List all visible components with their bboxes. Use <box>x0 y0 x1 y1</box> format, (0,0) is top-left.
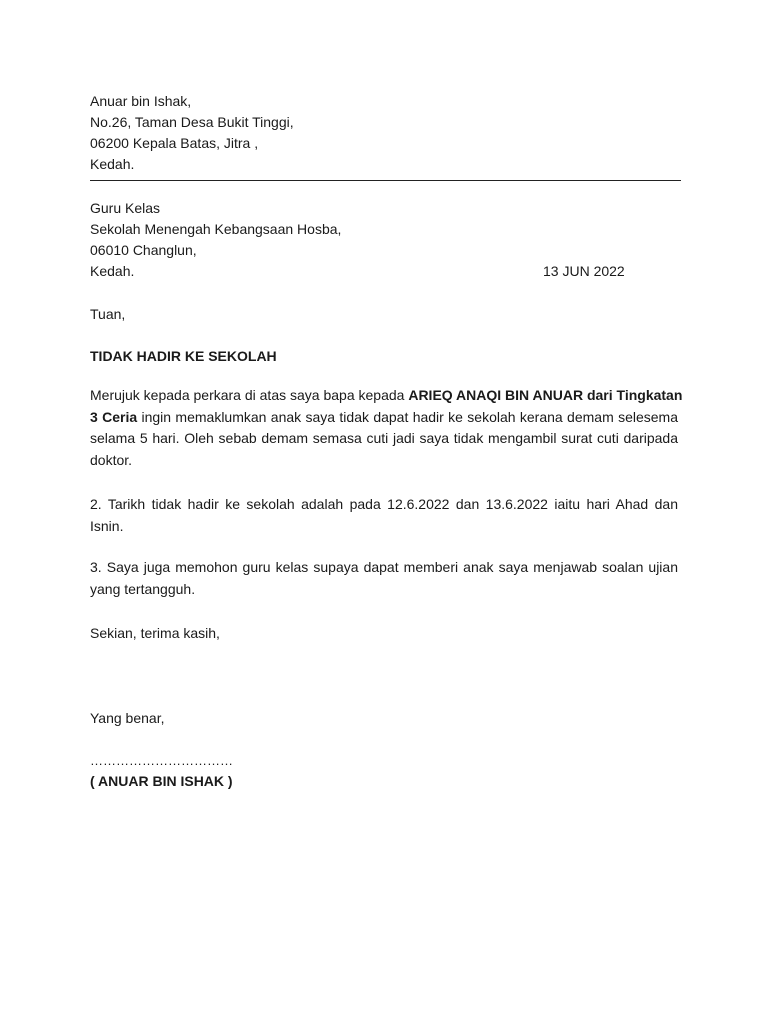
paragraph-2-line-2: Isnin. <box>90 517 124 534</box>
closing-line: Sekian, terima kasih, <box>90 625 220 641</box>
paragraph-1 <box>90 385 683 471</box>
paragraph-1-line-2 <box>90 407 678 429</box>
header-divider <box>90 180 681 181</box>
signatory-name: ( ANUAR BIN ISHAK ) <box>90 773 233 789</box>
paragraph-3-line-1: 3. Saya juga memohon guru kelas supaya dapat memberi anak saya menjawab soalan ujian <box>90 559 678 575</box>
subject-heading: TIDAK HADIR KE SEKOLAH <box>90 348 277 364</box>
recipient-address-line1: 06010 Changlun, <box>90 242 197 258</box>
student-name: ARIEQ ANAQI BIN ANUAR dari Tingkatan <box>408 387 683 403</box>
paragraph-2 <box>90 494 678 537</box>
recipient-title: Guru Kelas <box>90 200 161 216</box>
sender-name: Anuar bin Ishak, <box>90 93 192 109</box>
sign-off: Yang benar, <box>90 710 165 726</box>
salutation: Tuan, <box>90 306 126 322</box>
signature-line: …………………………… <box>90 753 233 768</box>
paragraph-1-line-3: selama 5 hari. Oleh sebab demam semasa cuti jadi saya tidak mengambil surat cuti daripada <box>90 430 678 446</box>
recipient-school: Sekolah Menengah Kebangsaan Hosba, <box>90 221 342 237</box>
student-class: 3 Ceria <box>90 408 138 425</box>
sender-address-line3: Kedah. <box>90 156 135 172</box>
paragraph-1-line-2-rest: ingin memaklumkan anak saya tidak dapat hadir ke sekolah kerana demam selesema <box>137 408 678 425</box>
paragraph-3-line-2: yang tertangguh. <box>90 580 196 597</box>
paragraph-1-line-4: doktor. <box>90 451 133 468</box>
paragraph-1-prefix: Merujuk kepada perkara di atas saya bapa kepada <box>90 387 409 403</box>
paragraph-3 <box>90 557 678 600</box>
letter-date: 13 JUN 2022 <box>543 263 625 279</box>
sender-address-line1: No.26, Taman Desa Bukit Tinggi, <box>90 114 294 130</box>
paragraph-2-line-1: 2. Tarikh tidak hadir ke sekolah adalah pada 12.6.2022 dan 13.6.2022 iaitu hari Ahad dan <box>90 496 678 512</box>
recipient-address-line2: Kedah. <box>90 263 135 279</box>
paragraph-1-line-1 <box>90 385 683 407</box>
sender-address-line2: 06200 Kepala Batas, Jitra , <box>90 135 259 151</box>
